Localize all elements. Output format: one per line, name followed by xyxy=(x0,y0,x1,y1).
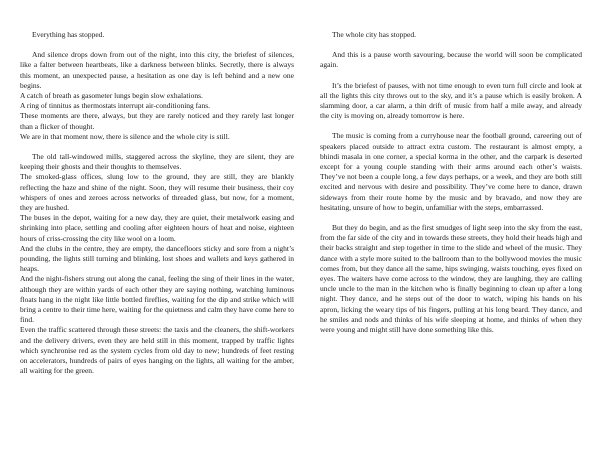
paragraph-gap xyxy=(320,71,582,81)
paragraph: The music is coming from a curryhouse near the football ground, careering out of speakers placed outside to attract extra custom. The restaurant is almost empty, a bhindi masala in one corner, a special korma in the other, and the carpark is deserted except for a young couple standing with their arms around each other’s waists. They’ve not been a couple long, a few days perhaps, or a week, and they are both still excited and nervous with desire and possibility. They’ve come here to dance, drawn sideways from their route home by the music and by bravado, and now they are hesitating, unsure of how to begin, unfamiliar with the steps, embarrassed. xyxy=(320,131,582,212)
paragraph: These moments are there, always, but they are rarely noticed and they rarely last longer than a flicker of thought. xyxy=(20,111,294,131)
paragraph: And the night-fishers strung out along the canal, feeling the sing of their lines in the water, although they are within yards of each other they are saying nothing, watching luminous floats hang in the night like little bottled fireflies, waiting for the dip and strike which will bring a centre to their time here, waiting for the quietness and calm they have come here to find. xyxy=(20,274,294,325)
paragraph: The old tall-windowed mills, staggered across the skyline, they are silent, they are keeping their ghosts and their thoughts to themselves. xyxy=(20,152,294,172)
paragraph: A ring of tinnitus as thermostats interrupt air-conditioning fans. xyxy=(20,101,211,111)
paragraph: And the clubs in the centre, they are empty, the dancefloors sticky and sore from a night’s pounding, the lights still turning and blinking, lost shoes and wallets and keys gathered in heaps. xyxy=(20,243,294,274)
paragraph: The whole city has stopped. xyxy=(332,30,416,39)
paragraph-gap xyxy=(320,121,582,131)
paragraph: But they do begin, and as the first smudges of light seep into the sky from the east, from the far side of the city and in towards these streets, they hold their heads high and their backs straight and step together in time to the slide and wheel of the music. They dance with a style more suited to the ballroom than to the bollywood movies the music comes from, but they dance all the same, hips swinging, waists touching, eyes fixed on eyes. The waiters have come across to the window, they are laughing, they are calling uncle uncle to the man in the kitchen who is finally beginning to clean up after a long night. They dance, and he steps out of the door to watch, wiping his hands on his apron, licking the weary tips of his fingers, pulling at his long beard. They dance, and he smiles and nods and thinks of his wife sleeping at home, and thinks of when they were young and might still have done something like this. xyxy=(320,223,582,335)
paragraph-gap xyxy=(20,142,294,152)
paragraph-gap xyxy=(320,40,582,50)
paragraph: A catch of breath as gasometer lungs begin slow exhalations. xyxy=(20,91,203,101)
paragraph: Everything has stopped. xyxy=(32,30,105,39)
paragraph: And this is a pause worth savouring, because the world will soon be complicated again. xyxy=(320,50,582,70)
paragraph-gap xyxy=(320,213,582,223)
paragraph: The smoked-glass offices, slung low to the ground, they are still, they are blankly reflecting the haze and shine of the night. Soon, they will resume their business, their coy whispers of ones and zeroes across networks of threaded glass, but now, for a moment, they are hushed. xyxy=(20,172,294,213)
left-page xyxy=(20,30,294,377)
paragraph: We are in that moment now, there is silence and the whole city is still. xyxy=(20,131,230,141)
paragraph-gap xyxy=(20,40,294,50)
paragraph: Even the traffic scattered through these streets: the taxis and the cleaners, the shift-workers and the delivery drivers, even they are held still in this moment, trapped by traffic lights which synchronise red as the system cycles from old day to new; hundreds of feet resting on accelerators, hundreds of pairs of eyes hanging on the lights, all waiting for the amber, all waiting for the green. xyxy=(20,325,294,376)
paragraph: It’s the briefest of pauses, with not time enough to even turn full circle and look at all the lights this city throws out to the sky, and it’s a pause which is easily broken. A slamming door, a car alarm, a thin drift of music from half a mile away, and already the city is moving on, already tomorrow is here. xyxy=(320,80,582,121)
right-page xyxy=(320,30,582,335)
paragraph: And silence drops down from out of the night, into this city, the briefest of silences, like a falter between heartbeats, like a darkness between blinks. Secretly, there is always this moment, an unexpected pause, a hesitation as one day is left behind and a new one begins. xyxy=(20,50,294,90)
paragraph: The buses in the depot, waiting for a new day, they are quiet, their metalwork easing and shrinking into place, settling and cooling after eighteen hours of heat and noise, eighteen hours of criss-crossing the city like wool on a loom. xyxy=(20,213,294,243)
